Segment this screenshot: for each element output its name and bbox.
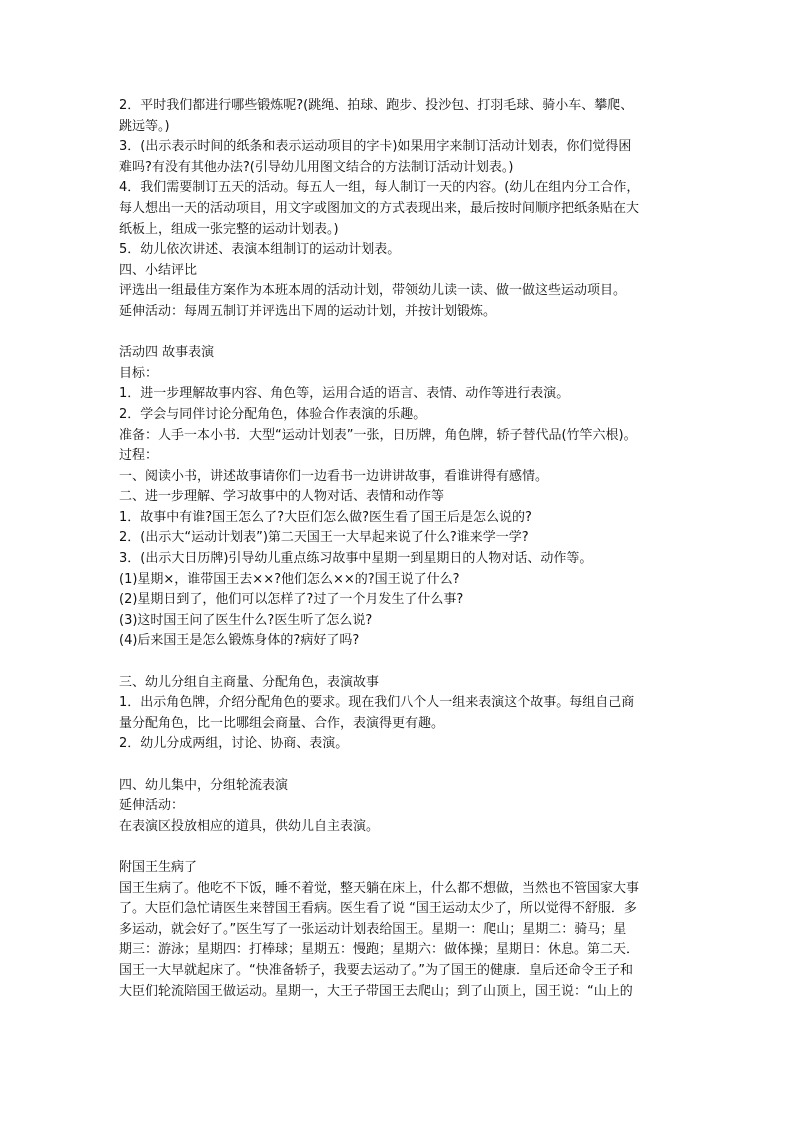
blank-line [119, 837, 681, 858]
story-line: 了。大臣们急忙请医生来替国王看病。医生看了说 “国王运动太少了，所以觉得不舒服．多 [119, 901, 637, 917]
story-line: 国王一大早就起床了。“快准备轿子，我要去运动了。”为了国王的健康．皇后还命令王子和 [119, 962, 633, 978]
text-line: 准备：人手一本小书．大型“运动计划表”一张，日历牌，角色牌，轿子替代品(竹竿六根)。 [119, 427, 637, 443]
text-line: (1)星期×，谁带国王去××?他们怎么××的?国王说了什么? [119, 571, 460, 587]
text-line: 1．出示角色牌，介绍分配角色的要求。现在我们八个人一组来表演这个故事。每组自己商 [119, 695, 635, 711]
text-line: 4．我们需要制订五天的活动。每五人一组，每人制订一天的内容。(幼儿在组内分工合作， [119, 180, 640, 196]
section-heading: 三、幼儿分组自主商量、分配角色，表演故事 [119, 674, 380, 690]
text-line: 3．(出示大日历牌)引导幼儿重点练习故事中星期一到星期日的人物对话、动作等。 [119, 551, 593, 567]
text-line: 量分配角色，比一比哪组会商量、合作，表演得更有趣。 [119, 715, 445, 731]
story-line: 多运动，就会好了。”医生写了一张运动计划表给国王。星期一：爬山；星期二：骑马；星 [119, 921, 627, 937]
text-line: (4)后来国王是怎么锻炼身体的?病好了吗? [119, 633, 360, 649]
text-line: 5．幼儿依次讲述、表演本组制订的运动计划表。 [119, 242, 401, 258]
text-line: 1．故事中有谁?国王怎么了?大臣们怎么做?医生看了国王后是怎么说的? [119, 509, 532, 525]
section-heading: 四、幼儿集中，分组轮流表演 [119, 777, 289, 793]
section-heading: 二、进一步理解、学习故事中的人物对话、表情和动作等 [119, 489, 445, 505]
text-line: 跳远等。) [119, 118, 170, 134]
text-line: 2．幼儿分成两组，讨论、协商、表演。 [119, 736, 349, 752]
section-heading: 过程： [119, 448, 159, 464]
text-line: 2．(出示大“运动计划表”)第二天国王一大早起来说了什么?谁来学一学? [119, 530, 529, 546]
blank-line [119, 652, 681, 673]
section-heading: 一、阅读小书，讲述故事请你们一边看书一边讲讲故事，看谁讲得有感情。 [119, 468, 549, 484]
text-line: 2．平时我们都进行哪些锻炼呢?(跳绳、拍球、跑步、投沙包、打羽毛球、骑小车、攀爬、 [119, 98, 634, 113]
text-line: 在表演区投放相应的道具，供幼儿自主表演。 [119, 818, 380, 834]
section-heading: 四、小结评比 [119, 262, 198, 278]
text-line: (2)星期日到了，他们可以怎样了?过了一个月发生了什么事? [119, 592, 464, 608]
story-line: 大臣们轮流陪国王做运动。星期一，大王子带国王去爬山；到了山顶上，国王说：“山上的 [119, 983, 633, 999]
story-line: 期三：游泳；星期四：打棒球；星期五：慢跑；星期六：做体操；星期日：休息。第二天． [119, 942, 640, 958]
text-line: 难吗?有没有其他办法?(引导幼儿用图文结合的方法制订活动计划表。) [119, 159, 514, 175]
text-line: 2．学会与同伴讨论分配角色，体验合作表演的乐趣。 [119, 406, 427, 422]
text-line: 评选出一组最佳方案作为本班本周的活动计划，带领幼儿读一读、做一做这些运动项目。 [119, 283, 627, 299]
text-line: 3．(出示表示时间的纸条和表示运动项目的字卡)如果用字来制订活动计划表，你们觉得困 [119, 139, 632, 155]
story-line: 国王生病了。他吃不下饭，睡不着觉，整天躺在床上，什么都不想做，当然也不管国家大事 [119, 880, 640, 896]
text-line: 每人想出一天的活动项目，用文字或图加文的方式表现出来，最后按时间顺序把纸条贴在大 [119, 200, 640, 216]
story-title: 附国王生病了 [119, 859, 198, 875]
activity-title: 活动四 故事表演 [119, 345, 215, 361]
section-heading: 目标： [119, 365, 159, 381]
blank-line [119, 755, 681, 776]
text-line: 1．进一步理解故事内容、角色等，运用合适的语言、表情、动作等进行表演。 [119, 386, 570, 402]
text-line: 纸板上，组成一张完整的运动计划表。) [119, 221, 339, 237]
text-line: (3)这时国王问了医生什么?医生听了怎么说? [119, 612, 373, 628]
text-line: 延伸活动：每周五制订并评选出下周的运动计划，并按计划锻炼。 [119, 303, 497, 319]
section-heading: 延伸活动： [119, 798, 185, 814]
document-body [119, 96, 681, 1002]
blank-line [119, 323, 681, 344]
